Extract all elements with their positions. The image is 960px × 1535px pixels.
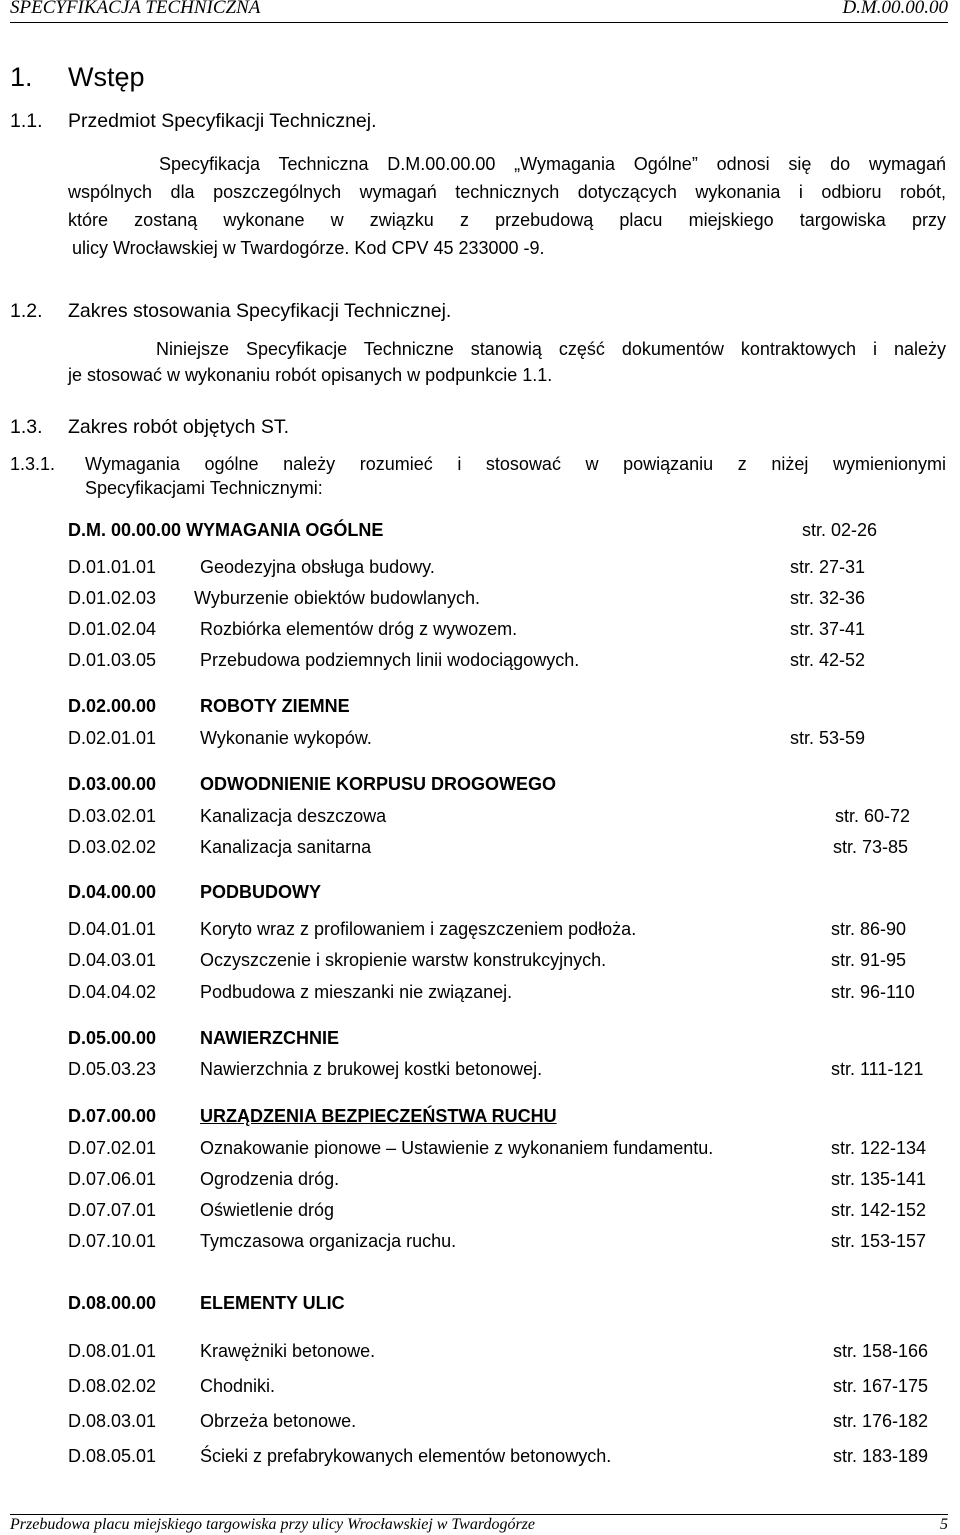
toc-title: Przebudowa podziemnych linii wodociągowych. bbox=[200, 650, 580, 670]
toc-page: str. 111-121 bbox=[831, 1059, 924, 1079]
toc-group-heading bbox=[68, 774, 918, 798]
paragraph-line: je stosować w wykonaniu robót opisanych w podpunkcie 1.1. bbox=[68, 365, 553, 385]
toc-title: Obrzeża betonowe. bbox=[200, 1411, 357, 1431]
section-title: Przedmiot Specyfikacji Technicznej. bbox=[68, 110, 377, 132]
toc-title: Tymczasowa organizacja ruchu. bbox=[200, 1231, 457, 1251]
toc-row bbox=[68, 557, 918, 581]
toc-page: str. 135-141 bbox=[831, 1169, 927, 1189]
toc-code: D.02.00.00 bbox=[68, 696, 157, 716]
section-title: Zakres stosowania Specyfikacji Technicznej. bbox=[68, 300, 452, 322]
header-code: D.M.00.00.00 bbox=[842, 0, 948, 18]
toc-page: str. 176-182 bbox=[833, 1411, 929, 1431]
toc-code: D.07.06.01 bbox=[68, 1169, 157, 1189]
toc-row bbox=[68, 1376, 929, 1400]
toc-row bbox=[68, 728, 918, 752]
toc-title: ROBOTY ZIEMNE bbox=[200, 696, 350, 716]
toc-title: Kanalizacja sanitarna bbox=[200, 837, 372, 857]
toc-title: Wyburzenie obiektów budowlanych. bbox=[194, 588, 480, 608]
section-number: 1.3. bbox=[10, 416, 43, 438]
paragraph-line: wspólnych dla poszczególnych wymagań technicznych dotyczących wykonania i odbioru robót, bbox=[68, 182, 946, 202]
section-number: 1.1. bbox=[10, 110, 43, 132]
toc-title: Ścieki z prefabrykowanych elementów betonowych. bbox=[200, 1446, 612, 1466]
toc-row bbox=[68, 520, 918, 544]
toc-code: D.07.07.01 bbox=[68, 1200, 157, 1220]
section-number: 1. bbox=[10, 62, 33, 92]
paragraph-line: Niniejsze Specyfikacje Techniczne stanowią część dokumentów kontraktowych i należy bbox=[156, 339, 946, 359]
toc-code: D.02.01.01 bbox=[68, 728, 157, 748]
toc-code: D.01.02.03 bbox=[68, 588, 157, 608]
toc-group-heading bbox=[68, 882, 918, 906]
section-number: 1.2. bbox=[10, 300, 43, 322]
toc-page: str. 96-110 bbox=[831, 982, 915, 1002]
toc-code: D.04.00.00 bbox=[68, 882, 157, 902]
toc-code: D.05.03.23 bbox=[68, 1059, 157, 1079]
paragraph-line: które zostaną wykonane w związku z przebudową placu miejskiego targowiska przy bbox=[68, 210, 946, 230]
toc-row bbox=[68, 919, 918, 943]
toc-row bbox=[68, 837, 918, 861]
section-1-2-heading bbox=[10, 300, 451, 323]
toc-title: URZĄDZENIA BEZPIECZEŃSTWA RUCHU bbox=[200, 1106, 557, 1126]
toc-row bbox=[68, 1446, 929, 1470]
toc-title: PODBUDOWY bbox=[200, 882, 321, 902]
toc-row bbox=[68, 950, 918, 974]
header-title: SPECYFIKACJA TECHNICZNA bbox=[10, 0, 261, 18]
toc-page: str. 158-166 bbox=[833, 1341, 929, 1361]
toc-page: str. 142-152 bbox=[831, 1200, 927, 1220]
toc-page: str. 122-134 bbox=[831, 1138, 927, 1158]
toc-title: Rozbiórka elementów dróg z wywozem. bbox=[200, 619, 518, 639]
toc-title: Oznakowanie pionowe – Ustawienie z wykonaniem fundamentu. bbox=[200, 1138, 714, 1158]
toc-code: D.05.00.00 bbox=[68, 1028, 157, 1048]
toc-title: Geodezyjna obsługa budowy. bbox=[200, 557, 435, 577]
toc-title: NAWIERZCHNIE bbox=[200, 1028, 339, 1048]
toc-page: str. 37-41 bbox=[790, 619, 866, 639]
toc-title: ELEMENTY ULIC bbox=[200, 1293, 345, 1313]
section-1-3-heading bbox=[10, 416, 289, 439]
section-1-2-paragraph bbox=[68, 336, 946, 388]
toc-code: D.01.03.05 bbox=[68, 650, 157, 670]
toc-row bbox=[68, 1231, 927, 1255]
toc-page: str. 27-31 bbox=[790, 557, 866, 577]
toc-title: Ogrodzenia dróg. bbox=[200, 1169, 340, 1189]
toc-row bbox=[68, 619, 918, 643]
toc-group-heading bbox=[68, 696, 918, 720]
paragraph-line: Specyfikacja Techniczna D.M.00.00.00 „Wymagania Ogólne” odnosi się do wymagań bbox=[159, 154, 946, 174]
toc-code: D.01.01.01 bbox=[68, 557, 157, 577]
toc-code: D.08.01.01 bbox=[68, 1341, 157, 1361]
paragraph-line: Wymagania ogólne należy rozumieć i stosować w powiązaniu z niżej wymienionymi bbox=[85, 454, 946, 474]
toc-row bbox=[68, 1169, 927, 1193]
section-1-1-paragraph bbox=[68, 150, 946, 262]
section-1-1-heading bbox=[10, 110, 377, 133]
toc-title: Wykonanie wykopów. bbox=[200, 728, 372, 748]
paragraph-line: Specyfikacjami Technicznymi: bbox=[85, 478, 323, 498]
toc-row bbox=[68, 1059, 924, 1083]
toc-title: Nawierzchnia z brukowej kostki betonowej. bbox=[200, 1059, 543, 1079]
page-header bbox=[10, 0, 948, 23]
section-title: Wstęp bbox=[68, 62, 145, 92]
toc-page: str. 02-26 bbox=[802, 520, 878, 540]
toc-page: str. 153-157 bbox=[831, 1231, 927, 1251]
toc-group-heading bbox=[68, 1106, 918, 1130]
toc-page: str. 53-59 bbox=[790, 728, 866, 748]
toc-code: D.03.00.00 bbox=[68, 774, 157, 794]
toc-page: str. 42-52 bbox=[790, 650, 866, 670]
toc-code: D.07.00.00 bbox=[68, 1106, 157, 1126]
toc-page: str. 60-72 bbox=[835, 806, 911, 826]
section-1-3-1 bbox=[10, 452, 946, 504]
toc-title: Podbudowa z mieszanki nie związanej. bbox=[200, 982, 513, 1002]
subsection-number: 1.3.1. bbox=[10, 454, 56, 474]
section-title: Zakres robót objętych ST. bbox=[68, 416, 290, 438]
toc-page: str. 91-95 bbox=[831, 950, 907, 970]
toc-row bbox=[68, 1341, 929, 1365]
toc-code: D.03.02.01 bbox=[68, 806, 157, 826]
toc-title: Koryto wraz z profilowaniem i zagęszczeniem podłoża. bbox=[200, 919, 637, 939]
section-1-heading bbox=[10, 62, 145, 93]
toc-code: D.07.02.01 bbox=[68, 1138, 157, 1158]
toc-row bbox=[68, 1200, 927, 1224]
page-number: 5 bbox=[940, 1516, 948, 1533]
toc-page: str. 183-189 bbox=[833, 1446, 929, 1466]
toc-code: D.04.01.01 bbox=[68, 919, 157, 939]
paragraph-line: ulicy Wrocławskiej w Twardogórze. Kod CPV 45 233000 -9. bbox=[72, 238, 545, 258]
toc-code: D.M. 00.00.00 WYMAGANIA OGÓLNE bbox=[68, 520, 384, 540]
toc-code: D.01.02.04 bbox=[68, 619, 157, 639]
toc-row bbox=[68, 806, 918, 830]
footer-project: Przebudowa placu miejskiego targowiska przy ulicy Wrocławskiej w Twardogórze bbox=[10, 1516, 535, 1533]
toc-page: str. 86-90 bbox=[831, 919, 907, 939]
toc-page: str. 32-36 bbox=[790, 588, 866, 608]
toc-title: ODWODNIENIE KORPUSU DROGOWEGO bbox=[200, 774, 557, 794]
toc-row bbox=[68, 588, 918, 612]
toc-code: D.04.03.01 bbox=[68, 950, 157, 970]
toc-code: D.03.02.02 bbox=[68, 837, 157, 857]
toc-page: str. 167-175 bbox=[833, 1376, 929, 1396]
toc-code: D.07.10.01 bbox=[68, 1231, 157, 1251]
toc-title: Chodniki. bbox=[200, 1376, 276, 1396]
toc-row bbox=[68, 982, 918, 1006]
toc-title: Oczyszczenie i skropienie warstw konstrukcyjnych. bbox=[200, 950, 607, 970]
toc-group-heading bbox=[68, 1028, 918, 1052]
toc-row bbox=[68, 650, 918, 674]
toc-page: str. 73-85 bbox=[833, 837, 909, 857]
toc-code: D.04.04.02 bbox=[68, 982, 157, 1002]
page-footer bbox=[10, 1514, 948, 1533]
toc-row bbox=[68, 1411, 929, 1435]
toc-group-heading bbox=[68, 1293, 918, 1317]
toc-title: Kanalizacja deszczowa bbox=[200, 806, 387, 826]
toc-title: Krawężniki betonowe. bbox=[200, 1341, 376, 1361]
toc-code: D.08.00.00 bbox=[68, 1293, 157, 1313]
toc-code: D.08.03.01 bbox=[68, 1411, 157, 1431]
toc-code: D.08.05.01 bbox=[68, 1446, 157, 1466]
toc-code: D.08.02.02 bbox=[68, 1376, 157, 1396]
toc-row bbox=[68, 1138, 927, 1162]
toc-title: Oświetlenie dróg bbox=[200, 1200, 335, 1220]
